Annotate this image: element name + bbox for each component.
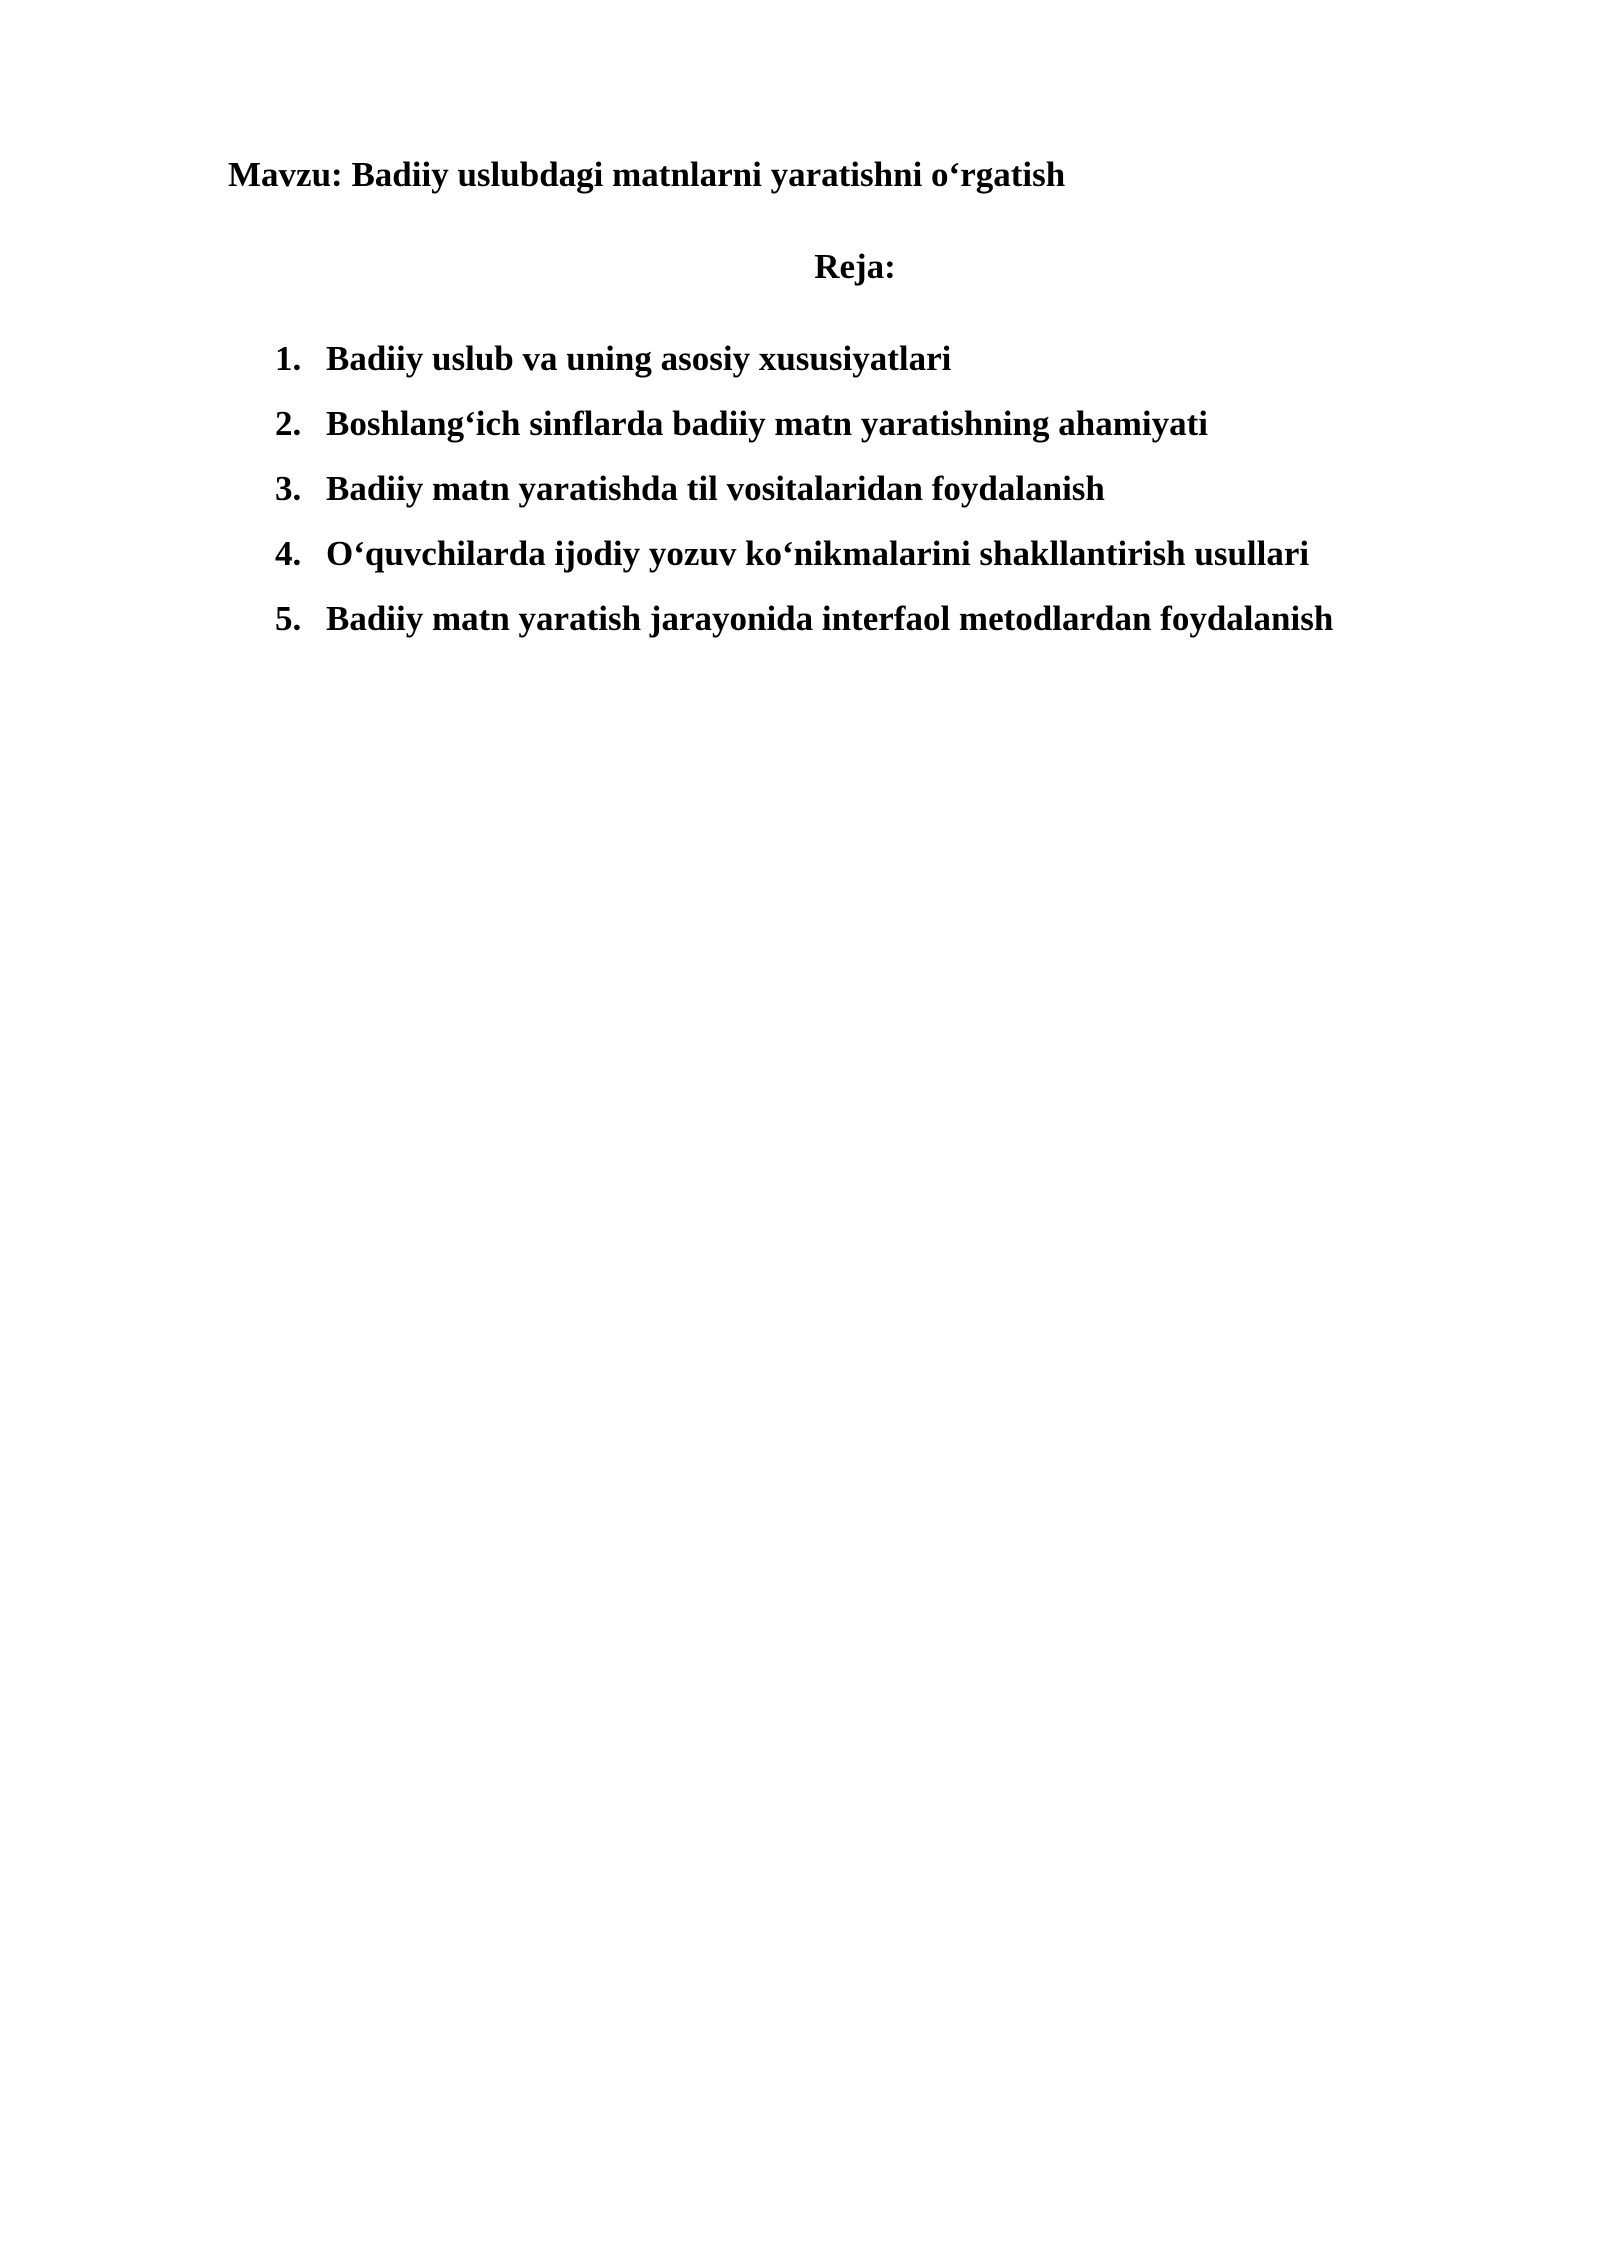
plan-item-number: 1. — [275, 339, 302, 378]
plan-list — [275, 334, 1333, 659]
plan-item — [275, 529, 1333, 594]
topic-title: Mavzu: Badiiy uslubdagi matnlarni yaratishni o‘rgatish — [228, 155, 1066, 194]
plan-item-number: 2. — [275, 404, 302, 443]
plan-item — [275, 594, 1333, 659]
plan-item — [275, 334, 1333, 399]
plan-item-text: O‘quvchilarda ijodiy yozuv ko‘nikmalarini shakllantirish usullari — [326, 534, 1310, 573]
plan-item — [275, 464, 1333, 529]
plan-item-text: Badiiy matn yaratish jarayonida interfaol metodlardan foydalanish — [326, 599, 1334, 638]
plan-item-number: 5. — [275, 599, 302, 638]
plan-item-number: 3. — [275, 469, 302, 508]
plan-heading: Reja: — [814, 247, 896, 286]
plan-item — [275, 399, 1333, 464]
plan-item-text: Badiiy uslub va uning asosiy xususiyatlari — [326, 339, 952, 378]
plan-item-text: Boshlang‘ich sinflarda badiiy matn yaratishning ahamiyati — [326, 404, 1208, 443]
plan-item-number: 4. — [275, 534, 302, 573]
plan-item-text: Badiiy matn yaratishda til vositalaridan foydalanish — [326, 469, 1105, 508]
